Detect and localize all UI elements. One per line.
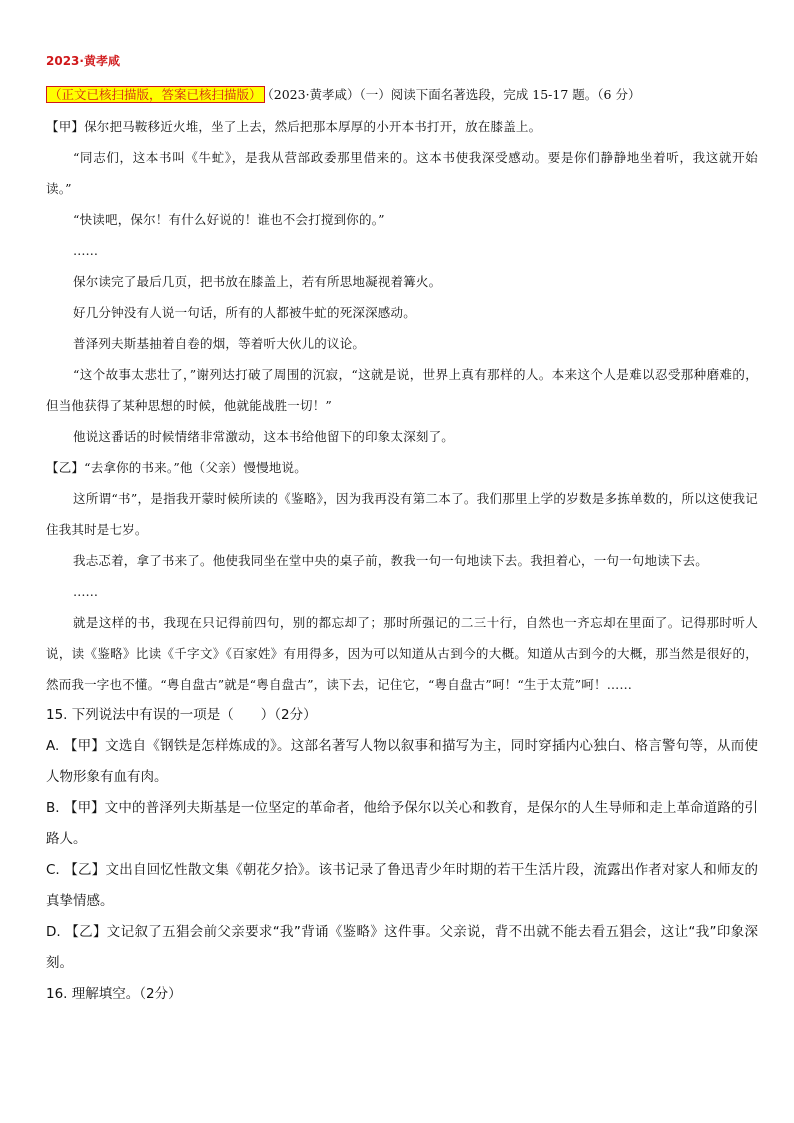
source-tag: 2023·黄孝咸 [46,54,120,68]
jia-paragraph-6: 普泽列夫斯基抽着自卷的烟，等着听大伙儿的议论。 [73,336,366,351]
document-page [46,52,758,1010]
yi-paragraph-3: 我忐忑着，拿了书来了。他使我同坐在堂中央的桌子前，教我一句一句地读下去。我担着心，一句一句地读下去。 [73,553,709,568]
section-intro [46,87,758,103]
yi-paragraph-1: 【乙】“去拿你的书来。”他（父亲）慢慢地说。 [46,460,307,475]
jia-paragraph-1: 【甲】保尔把马鞍移近火堆，坐了上去，然后把那本厚厚的小开本书打开，放在膝盖上。 [46,119,542,134]
jia-ellipsis: …… [73,243,98,258]
question-15-option-b: B. 【甲】文中的普泽列夫斯基是一位坚定的革命者，他给予保尔以关心和教育，是保尔的人生导师和走上革命道路的引路人。 [46,800,758,847]
jia-paragraph-5: 好几分钟没有人说一句话，所有的人都被牛虻的死深深感动。 [73,305,416,320]
question-16-stem: 16. 理解填空。（2分） [46,986,182,1002]
yi-paragraph-2: 这所谓“书”，是指我开蒙时候所读的《鉴略》，因为我再没有第二本了。我们那里上学的岁数是多拣单数的，所以这使我记住我其时是七岁。 [46,491,758,537]
question-15-option-c: C. 【乙】文出自回忆性散文集《朝花夕拾》。该书记录了鲁迅青少年时期的若干生活片段，流露出作者对家人和师友的真挚情感。 [46,862,758,909]
question-15-stem: 15. 下列说法中有误的一项是（ ）（2分） [46,707,317,723]
question-15-option-a: A. 【甲】文选自《钢铁是怎样炼成的》。这部名著写人物以叙事和描写为主，同时穿插内心独白、格言警句等，从而使人物形象有血有肉。 [46,738,758,785]
yi-ellipsis: …… [73,584,98,599]
question-15-option-d: D. 【乙】文记叙了五猖会前父亲要求“我”背诵《鉴略》这件事。父亲说，背不出就不能去看五猖会，这让“我”印象深刻。 [46,924,758,971]
jia-paragraph-3: “快读吧，保尔！有什么好说的！谁也不会打搅到你的。” [73,212,385,227]
jia-paragraph-7: “这个故事太悲壮了，”谢列达打破了周围的沉寂，“这就是说，世界上真有那样的人。本来这个人是难以忍受那种磨难的，但当他获得了某种思想的时候，他就能战胜一切！” [46,367,758,413]
jia-paragraph-2: “同志们，这本书叫《牛虻》，是我从营部政委那里借来的。这本书使我深受感动。要是你们静静地坐着听，我这就开始读。” [46,150,758,196]
yi-paragraph-4: 就是这样的书，我现在只记得前四句，别的都忘却了；那时所强记的二三十行，自然也一齐忘却在里面了。记得那时听人说，读《鉴略》比读《千字文》《百家姓》有用得多，因为可以知道从古到今的大概。知道从古到今的大概，那当然是很好的，然而我一字也不懂。“粤自盘古”就是“粤自盘古”，读下去，记住它，“粤自盘古”呵！“生于太荒”呵！…… [46,615,758,692]
jia-paragraph-8: 他说这番话的时候情绪非常激动，这本书给他留下的印象太深刻了。 [73,429,455,444]
intro-text: （2023·黄孝咸）（一）阅读下面名著选段，完成 15-17 题。（6 分） [267,87,641,102]
scan-badge: （正文已核扫描版，答案已核扫描版） [46,86,265,103]
jia-paragraph-4: 保尔读完了最后几页，把书放在膝盖上，若有所思地凝视着篝火。 [73,274,442,289]
